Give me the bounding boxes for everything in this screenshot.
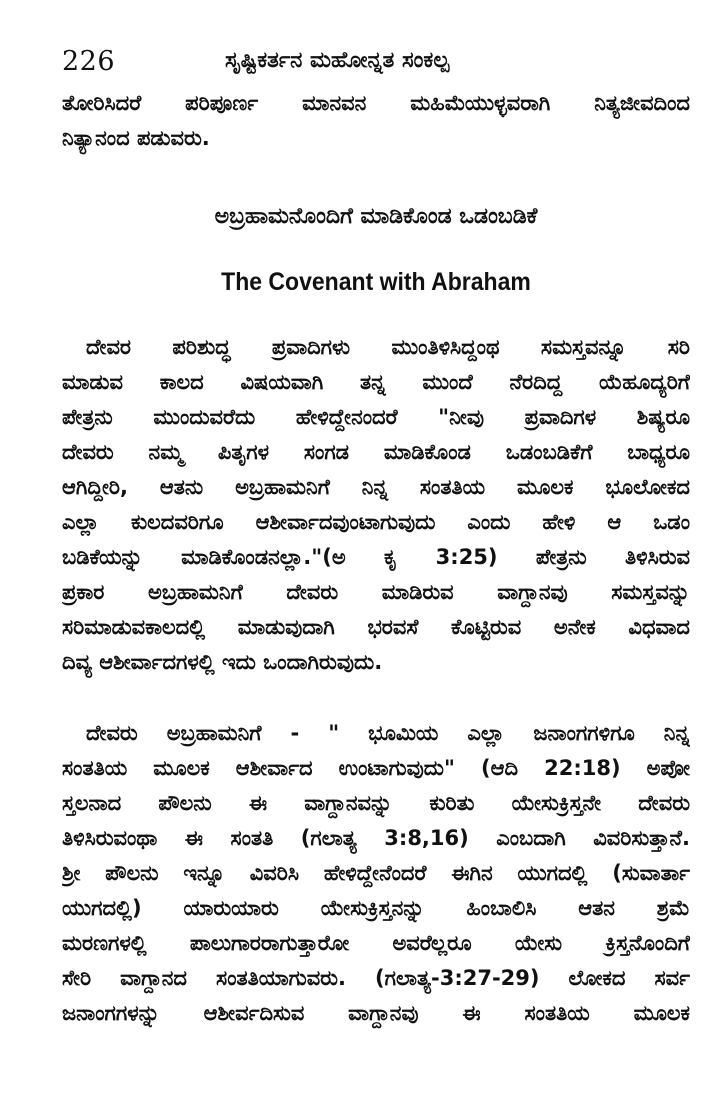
text-line: ಸರಿಮಾಡುವಕಾಲದಲ್ಲಿ ಮಾಡುವುದಾಗಿ ಭರವಸೆ ಕೊಟ್ಟಿರುವ ಅನೇಕ ವಿಧವಾದ xyxy=(62,615,690,639)
text-line: ಮರಣಗಳಲ್ಲಿ ಪಾಲುಗಾರರಾಗುತ್ತಾರೋ ಅವರೆಲ್ಲರೂ ಯೇಸು ಕ್ರಿಸ್ತನೊಂದಿಗೆ xyxy=(62,931,690,955)
text-line: ಯುಗದಲ್ಲಿ) ಯಾರುಯಾರು ಯೇಸುಕ್ರಿಸ್ತನನ್ನು ಹಿಂಬಾಲಿಸಿ ಆತನ ಶ್ರಮೆ xyxy=(62,896,690,920)
page-number: 226 xyxy=(62,46,116,77)
page-header xyxy=(62,38,690,86)
text-line: ದೇವರು ಅಬ್ರಹಾಮನಿಗೆ - " ಭೂಮಿಯ ಎಲ್ಲಾ ಜನಾಂಗಗಳಿಗೂ ನಿನ್ನ xyxy=(86,721,690,745)
text-line: ಆಗಿದ್ದೀರಿ, ಆತನು ಅಬ್ರಹಾಮನಿಗೆ ನಿನ್ನ ಸಂತತಿಯ ಮೂಲಕ ಭೂಲೋಕದ xyxy=(62,475,690,499)
text-line: ದಿವ್ಯ ಆಶೀರ್ವಾದಗಳಲ್ಲಿ ಇದು ಒಂದಾಗಿರುವುದು. xyxy=(62,650,383,674)
intro-paragraph xyxy=(62,86,690,156)
text-line: ಎಲ್ಲಾ ಕುಲದವರಿಗೂ ಆಶೀರ್ವಾದವುಂಟಾಗುವುದು ಎಂದು ಹೇಳಿ ಆ ಒಡಂ xyxy=(62,510,690,534)
text-line: ಮಾಡುವ ಕಾಲದ ವಿಷಯವಾಗಿ ತನ್ನ ಮುಂದೆ ನೆರದಿದ್ದ ಯೆಹೂದ್ಯರಿಗೆ xyxy=(62,370,690,394)
text-line: ಸ್ತಲನಾದ ಪೌಲನು ಈ ವಾಗ್ದಾನವನ್ನು ಕುರಿತು ಯೇಸುಕ್ರಿಸ್ತನೇ ದೇವರು xyxy=(62,791,690,815)
text-line: ತಿಳಿಸಿರುವಂಥಾ ಈ ಸಂತತಿ (ಗಲಾತ್ಯ 3:8,16) ಎಂಬದಾಗಿ ವಿವರಿಸುತ್ತಾನೆ. xyxy=(62,826,690,850)
section-heading-kannada: ಅಬ್ರಹಾಮನೊಂದಿಗೆ ಮಾಡಿಕೊಂಡ ಒಡಂಬಡಿಕೆ xyxy=(214,204,538,229)
text-line: ಸಂತತಿಯ ಮೂಲಕ ಆಶೀರ್ವಾದ ಉಂಟಾಗುವುದು" (ಆದಿ 22:18) ಅಪೋ xyxy=(62,756,690,780)
text-line: ಬಡಿಕೆಯನ್ನು ಮಾಡಿಕೊಂಡನಲ್ಲಾ."(ಅ ಕೃ 3:25) ಪೇತ್ರನು ತಿಳಿಸಿರುವ xyxy=(62,545,690,569)
paragraph-2 xyxy=(62,716,690,1031)
text-line: ನಿತ್ಯಾನಂದ ಪಡುವರು. xyxy=(62,126,210,150)
running-title: ಸೃಷ್ಟಿಕರ್ತನ ಮಹೋನ್ನತ ಸಂಕಲ್ಪ xyxy=(225,48,450,73)
text-line: ದೇವರ ಪರಿಶುದ್ಧ ಪ್ರವಾದಿಗಳು ಮುಂತಿಳಿಸಿದ್ದಂಥ ಸಮಸ್ತವನ್ನೂ ಸರಿ xyxy=(86,335,690,359)
section-heading-english: The Covenant with Abraham xyxy=(221,268,531,296)
text-line: ಪ್ರಕಾರ ಅಬ್ರಹಾಮನಿಗೆ ದೇವರು ಮಾಡಿರುವ ವಾಗ್ದಾನವು ಸಮಸ್ತವನ್ನು xyxy=(62,580,690,604)
text-line: ಪೇತ್ರನು ಮುಂದುವರೆದು ಹೇಳಿದ್ದೇನಂದರೆ "ನೀವು ಪ್ರವಾದಿಗಳ ಶಿಷ್ಯರೂ xyxy=(62,405,690,429)
paragraph-1 xyxy=(62,330,690,680)
book-page xyxy=(62,38,690,1031)
text-line: ಜನಾಂಗಗಳನ್ನು ಆಶೀರ್ವದಿಸುವ ವಾಗ್ದಾನವು ಈ ಸಂತತಿಯ ಮೂಲಕ xyxy=(62,1001,690,1025)
text-line: ಸೇರಿ ವಾಗ್ದಾನದ ಸಂತತಿಯಾಗುವರು. (ಗಲಾತ್ಯ-3:27-29) ಲೋಕದ ಸರ್ವ xyxy=(62,966,690,990)
text-line: ಶ್ರೀ ಪೌಲನು ಇನ್ನೂ ವಿವರಿಸಿ ಹೇಳಿದ್ದೇನೆಂದರೆ ಈಗಿನ ಯುಗದಲ್ಲಿ (ಸುವಾರ್ತಾ xyxy=(62,861,690,885)
text-line: ದೇವರು ನಮ್ಮ ಪಿತೃಗಳ ಸಂಗಡ ಮಾಡಿಕೊಂಡ ಒಡಂಬಡಿಕೆಗೆ ಬಾಧ್ಯರೂ xyxy=(62,440,690,464)
text-line: ತೋರಿಸಿದರೆ ಪರಿಪೂರ್ಣ ಮಾನವನ ಮಹಿಮೆಯುಳ್ಳವರಾಗಿ ನಿತ್ಯಜೀವದಿಂದ xyxy=(62,91,690,115)
